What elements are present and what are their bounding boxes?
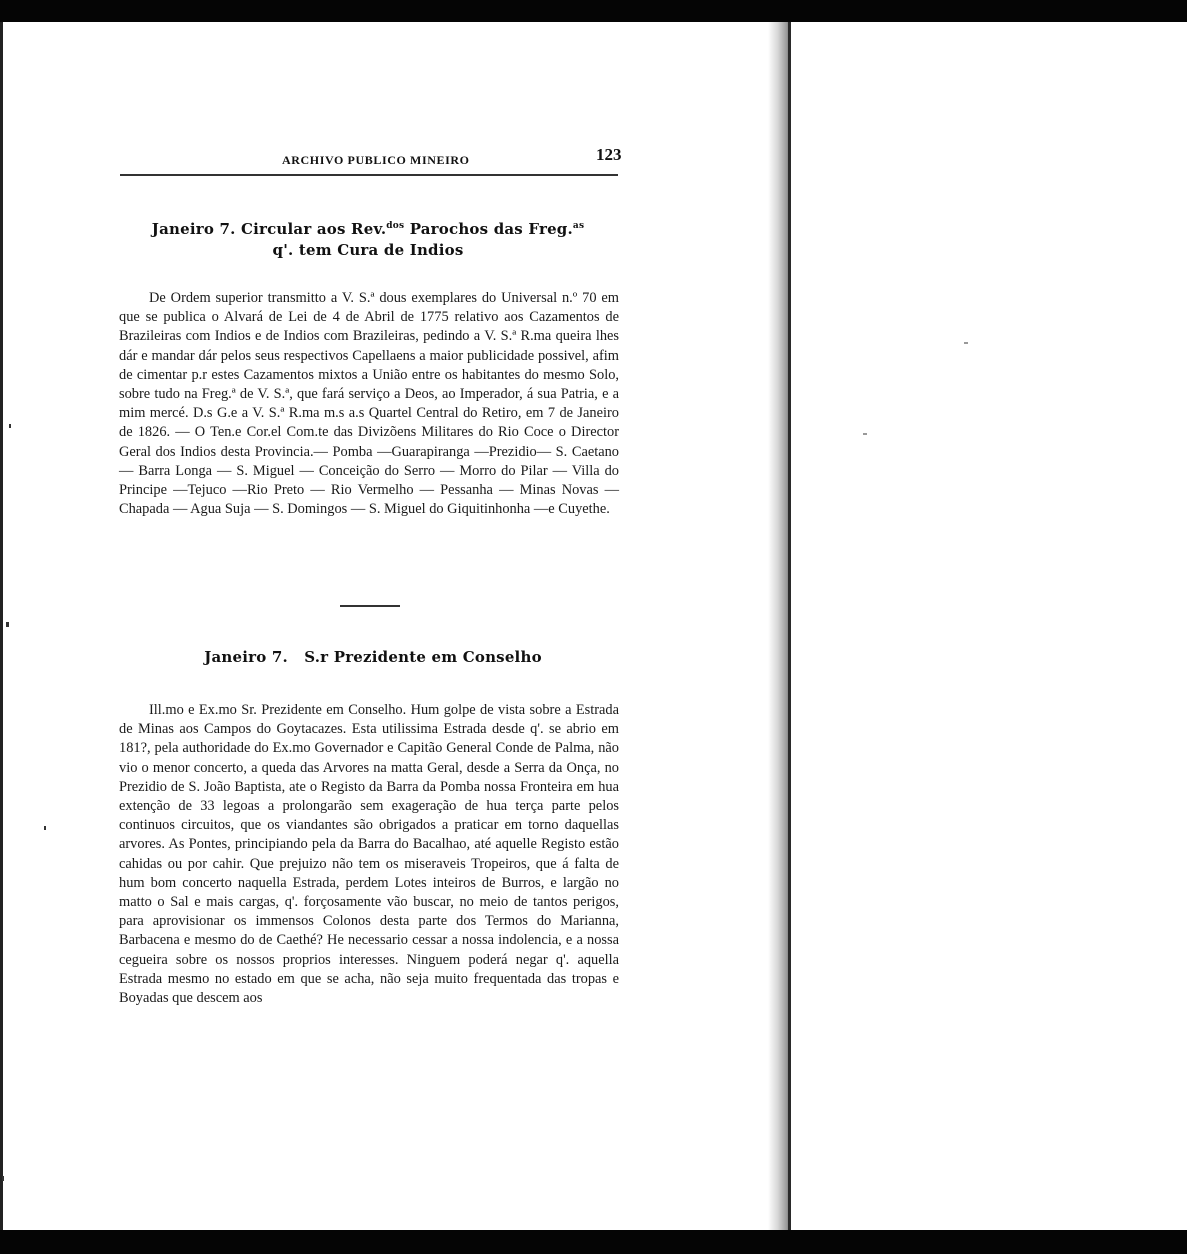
heading-text: Janeiro 7. Circular aos Rev.	[151, 220, 387, 238]
heading-line: q'. tem Cura de Indios	[272, 241, 464, 259]
heading-superscript: as	[572, 221, 585, 231]
book-gutter	[768, 22, 790, 1230]
running-header	[120, 140, 620, 176]
paper-speck	[964, 342, 968, 344]
page-left-edge	[0, 22, 3, 1230]
paper-speck	[863, 433, 867, 435]
margin-mark	[9, 424, 11, 428]
header-rule	[120, 174, 618, 176]
entry-heading-prezidente	[123, 647, 623, 668]
heading-line	[118, 219, 618, 240]
margin-mark	[6, 622, 9, 627]
journal-title: ARCHIVO PUBLICO MINEIRO	[282, 153, 470, 167]
margin-mark	[44, 826, 46, 830]
heading-text: S.r Prezidente em Conselho	[304, 648, 542, 666]
margin-mark	[2, 1176, 4, 1181]
heading-text: Parochos das Freg.	[404, 220, 573, 238]
blank-right-page	[791, 22, 1187, 1230]
scan-bottom-border	[0, 1230, 1187, 1254]
entry-body-prezidente: Ill.mo e Ex.mo Sr. Prezidente em Conselho. Hum golpe de vista sobre a Estrada de Minas aos Campos do Goytacazes. Esta utilissima Estrada desde q'. se abrio em 181?, pela authoridade do Ex.mo Governador e Capitão General Conde de Palma, não vio o menor concerto, a queda das Arvores na matta Geral, desde a Serra da Onça, no Prezidio de S. João Baptista, ate o Registo da Barra da Pomba nossa Fronteira em hua extenção de 33 legoas a prolongarão sem exageração de hua terça parte pelos continuos circuitos, que os viandantes são obrigados a praticar em torno daquellas arvores. As Pontes, principiando pela da Barra do Bacalhao, até aquelle Registo estão cahidas ou por cahir. Que prejuizo não tem os miseraveis Tropeiros, que á falta de hum bom concerto naquella Estrada, perdem Lotes inteiros de Burros, e largão no matto o Sal e mais cargas, q'. forçosamente vão buscar, no meio de tantos perigos, para aprovisionar os immensos Colonos desta parte dos Termos do Marianna, Barbacena e mesmo do de Caethé? He necessario cessar a nossa indolencia, e a nossa cegueira sobre os nossos proprios interesses. Ninguem poderá negar q'. aquella Estrada mesmo no estado em que se acha, não seja muito frequentada das tropas e Boyadas que descem aos	[119, 702, 619, 1007]
heading-date: Janeiro 7.	[204, 648, 288, 666]
page-number: 123	[596, 145, 622, 164]
entry-heading-circular	[118, 219, 618, 261]
entry-body-circular: De Ordem superior transmitto a V. S.ª dous exemplares do Universal n.º 70 em que se publica o Alvará de Lei de 4 de Abril de 1775 relativo aos Cazamentos de Brazileiras com Indios e de Indios com Brazileiras, pedindo a V. S.ª R.ma queira lhes dár e mandar dár pelos seus respectivos Capellaens a maior publicidade possivel, afim de cimentar p.r estes Cazamentos mixtos a União entre os habitantes do mesmo Solo, sobre tudo na Freg.ª de V. S.ª, que fará serviço a Deos, ao Imperador, á sua Patria, e a mim mercé. D.s G.e a V. S.ª R.ma m.s a.s Quartel Central do Retiro, em 7 de Janeiro de 1826. — O Ten.e Cor.el Com.te das Divizõens Militares do Rio Coce o Director Geral dos Indios desta Provincia.— Pomba —Guarapiranga —Prezidio— S. Caetano — Barra Longa — S. Miguel — Conceição do Serro — Morro do Pilar — Villa do Principe —Tejuco —Rio Preto — Rio Vermelho — Pessanha — Minas Novas — Chapada — Agua Suja — S. Domingos — S. Miguel do Giquitinhonha —e Cuyethe.	[119, 290, 619, 518]
scan-top-border	[0, 0, 1187, 22]
section-divider	[340, 605, 400, 607]
heading-superscript: dos	[386, 221, 405, 231]
